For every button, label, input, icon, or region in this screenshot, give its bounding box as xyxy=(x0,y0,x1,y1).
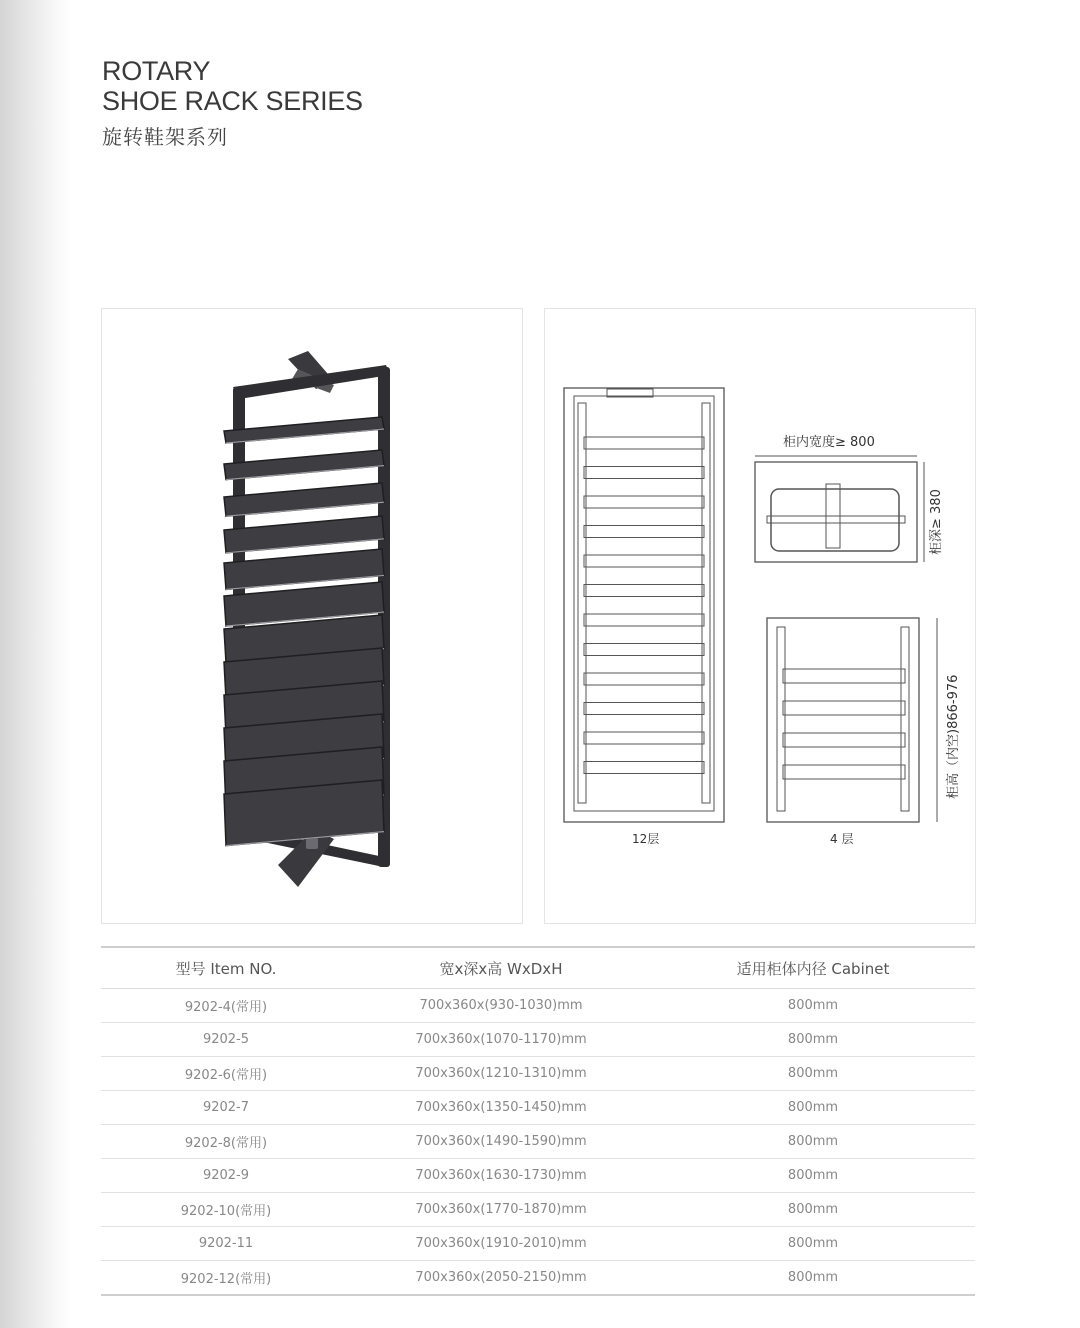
rack-12-tray xyxy=(584,673,704,685)
rack-12-tray xyxy=(584,555,704,567)
header-cabinet: 适用柜体内径 Cabinet xyxy=(736,959,890,978)
title-chinese: 旋转鞋架系列 xyxy=(102,125,228,149)
cell-item-no: 9202-12(常用) xyxy=(180,1272,272,1287)
cabinet-12-outline xyxy=(564,388,724,822)
table-row xyxy=(101,1057,975,1091)
cell-cabinet: 800mm xyxy=(787,1202,839,1217)
cell-cabinet: 800mm xyxy=(787,1032,839,1047)
cell-cabinet: 800mm xyxy=(787,1066,839,1081)
cell-cabinet: 800mm xyxy=(787,1134,839,1149)
rack-4-tray xyxy=(783,733,905,747)
title-line-2: SHOE RACK SERIES xyxy=(102,86,363,116)
cabinet-12-inner xyxy=(574,396,714,811)
rack-12-right-post xyxy=(702,403,710,803)
cell-cabinet: 800mm xyxy=(787,998,839,1013)
spec-table xyxy=(101,946,975,1296)
top-view-cabinet xyxy=(755,462,917,562)
rack-12-tray xyxy=(584,644,704,656)
width-label: 柜内宽度≥ 800 xyxy=(783,435,875,450)
rack-12-tray xyxy=(584,437,704,449)
rack-12-tray xyxy=(584,703,704,715)
cabinet-4-outline xyxy=(767,618,919,822)
label-4-layer: 4 层 xyxy=(830,832,854,846)
cell-item-no: 9202-9 xyxy=(202,1168,250,1183)
rack-4-right-post xyxy=(901,627,909,811)
table-header-row xyxy=(101,948,975,989)
rack-12-tray xyxy=(584,732,704,744)
rack-12-tray xyxy=(584,585,704,597)
rack-12-tray xyxy=(584,762,704,774)
cell-item-no: 9202-6(常用) xyxy=(184,1068,268,1083)
rotary-shoe-rack-illustration xyxy=(102,309,522,923)
shoe-tray xyxy=(224,516,384,553)
cell-cabinet: 800mm xyxy=(787,1100,839,1115)
cell-item-no: 9202-7 xyxy=(202,1100,250,1115)
cell-dimensions: 700x360x(1630-1730)mm xyxy=(415,1168,587,1183)
label-12-layer: 12层 xyxy=(632,832,660,846)
cell-dimensions: 700x360x(1210-1310)mm xyxy=(415,1066,587,1081)
table-row xyxy=(101,1125,975,1159)
page-edge-shadow xyxy=(0,0,70,1328)
shoe-tray xyxy=(224,450,384,480)
shoe-tray xyxy=(224,417,384,443)
cell-dimensions: 700x360x(1910-2010)mm xyxy=(415,1236,587,1251)
product-photo-panel xyxy=(101,308,523,924)
table-row xyxy=(101,1261,975,1294)
dimension-diagram xyxy=(545,309,975,923)
cell-dimensions: 700x360x(1490-1590)mm xyxy=(415,1134,587,1149)
title-line-1: ROTARY xyxy=(102,56,211,86)
technical-diagram-panel xyxy=(544,308,976,924)
table-row xyxy=(101,1091,975,1125)
rack-4-tray xyxy=(783,765,905,779)
cell-dimensions: 700x360x(1770-1870)mm xyxy=(415,1202,587,1217)
header-dimensions: 宽x深x高 WxDxH xyxy=(439,959,563,978)
rack-4-tray xyxy=(783,669,905,683)
cell-cabinet: 800mm xyxy=(787,1270,839,1285)
header-item-no: 型号 Item NO. xyxy=(175,959,277,978)
rack-4-tray xyxy=(783,701,905,715)
depth-label: 柜深≥ 380 xyxy=(929,489,944,555)
cell-cabinet: 800mm xyxy=(787,1168,839,1183)
table-row xyxy=(101,1023,975,1057)
rack-12-tray xyxy=(584,614,704,626)
rack-4-left-post xyxy=(777,627,785,811)
cell-dimensions: 700x360x(2050-2150)mm xyxy=(415,1270,587,1285)
table-row xyxy=(101,1193,975,1227)
top-view-rack xyxy=(771,489,899,551)
rack-12-left-post xyxy=(578,403,586,803)
cell-dimensions: 700x360x(1070-1170)mm xyxy=(415,1032,587,1047)
top-view-crossbar xyxy=(767,516,905,523)
cell-dimensions: 700x360x(1350-1450)mm xyxy=(415,1100,587,1115)
rack-12-tray xyxy=(584,496,704,508)
cell-item-no: 9202-4(常用) xyxy=(184,1000,268,1015)
rack-12-tray xyxy=(584,526,704,538)
table-row xyxy=(101,1227,975,1261)
table-row xyxy=(101,1159,975,1193)
cell-item-no: 9202-8(常用) xyxy=(184,1136,268,1151)
cell-cabinet: 800mm xyxy=(787,1236,839,1251)
rack-12-tray xyxy=(584,467,704,479)
shoe-tray xyxy=(224,483,384,516)
cell-dimensions: 700x360x(930-1030)mm xyxy=(419,998,583,1013)
table-row xyxy=(101,989,975,1023)
cell-item-no: 9202-11 xyxy=(198,1236,254,1251)
cell-item-no: 9202-5 xyxy=(202,1032,250,1047)
title-block xyxy=(102,56,363,150)
cell-item-no: 9202-10(常用) xyxy=(180,1204,272,1219)
height-label: 柜高（内空)866-976 xyxy=(946,674,961,799)
